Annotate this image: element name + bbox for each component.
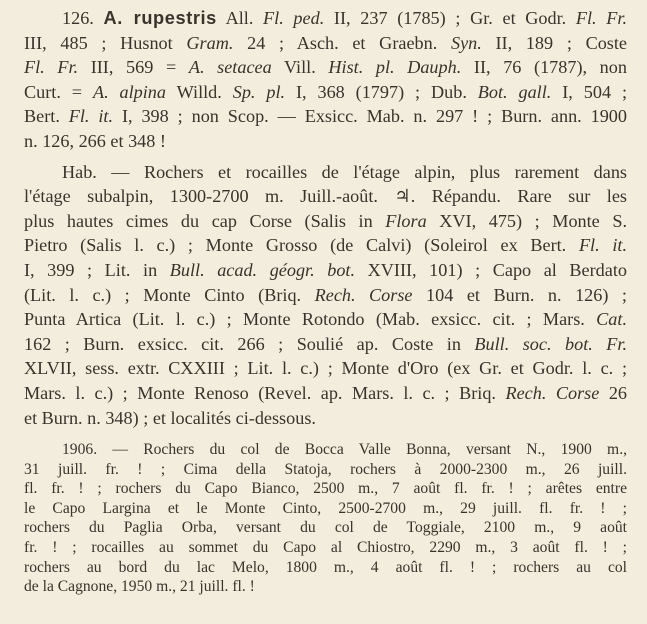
- text-line: Punta Artica (Lit. l. c.) ; Monte Rotondo (Mab. exsicc. cit. ; Mars. Cat.: [24, 309, 627, 330]
- text-line: III, 485 ; Husnot Gram. 24 ; Asch. et Graebn. Syn. II, 189 ; Coste: [24, 32, 627, 53]
- text-line: et Burn. n. 348) ; et localités ci-dessous.: [24, 407, 316, 428]
- text-line: Curt. = A. alpina Willd. Sp. pl. I, 368 (1797) ; Dub. Bot. gall. I, 504 ;: [24, 81, 627, 102]
- text-line: fl. fr. ! ; rochers du Capo Bianco, 2500 m., 7 août fl. fr. ! ; arêtes entre: [24, 480, 627, 498]
- text-line: plus hautes cimes du cap Corse (Salis in Flora XVI, 475) ; Monte S.: [24, 210, 627, 231]
- text-line: 126. A. rupestris All. Fl. ped. II, 237 (1785) ; Gr. et Godr. Fl. Fr.: [62, 8, 627, 28]
- text-line: Hab. — Rochers et rocailles de l'étage alpin, plus rarement dans: [62, 161, 627, 182]
- text-line: le Capo Largina et le Monte Cinto, 2500-2700 m., 29 juill. fl. fr. ! ;: [24, 499, 627, 517]
- text-line: 31 juill. fr. ! ; Cima della Statoja, rochers à 2000-2300 m., 26 juill.: [24, 460, 627, 478]
- text-line: Fl. Fr. III, 569 = A. setacea Vill. Hist. pl. Dauph. II, 76 (1787), non: [24, 57, 627, 78]
- text-line: XLVII, sess. extr. CXXIII ; Lit. l. c.) ; Monte d'Oro (ex Gr. et Godr. l. c. ;: [24, 358, 627, 379]
- text-line: rochers du Paglia Orba, versant du col de Toggiale, 2100 m., 9 août: [24, 519, 627, 537]
- habitat-paragraph: [24, 160, 627, 431]
- text-line: n. 126, 266 et 348 !: [24, 130, 166, 151]
- species-entry-paragraph: [24, 6, 627, 154]
- text-line: rochers au bord du lac Melo, 1800 m., 4 août fl. ! ; rochers au col: [24, 558, 627, 576]
- text-line: (Lit. l. c.) ; Monte Cinto (Briq. Rech. Corse 104 et Burn. n. 126) ;: [24, 284, 627, 305]
- text-line: 162 ; Burn. exsicc. cit. 266 ; Soulié ap. Coste in Bull. soc. bot. Fr.: [24, 333, 627, 354]
- text-line: fr. ! ; rocailles au sommet du Capo al Chiostro, 2290 m., 3 août fl. ! ;: [24, 539, 627, 557]
- text-line: Bert. Fl. it. I, 398 ; non Scop. — Exsicc. Mab. n. 297 ! ; Burn. ann. 1900: [24, 106, 627, 127]
- text-line: Mars. l. c.) ; Monte Renoso (Revel. ap. Mars. l. c. ; Briq. Rech. Corse 26: [24, 382, 627, 403]
- text-line: de la Cagnone, 1950 m., 21 juill. fl. !: [24, 578, 255, 596]
- text-line: Pietro (Salis l. c.) ; Monte Grosso (de Calvi) (Soleirol ex Bert. Fl. it.: [24, 235, 627, 256]
- text-line: 1906. — Rochers du col de Bocca Valle Bonna, versant N., 1900 m.,: [62, 441, 627, 459]
- text-line: I, 399 ; Lit. in Bull. acad. géogr. bot. XVIII, 101) ; Capo al Berdato: [24, 259, 627, 280]
- collection-records-paragraph: [24, 440, 627, 597]
- text-line: l'étage subalpin, 1300-2700 m. Juill.-août. ♃. Répandu. Rare sur les: [24, 186, 627, 207]
